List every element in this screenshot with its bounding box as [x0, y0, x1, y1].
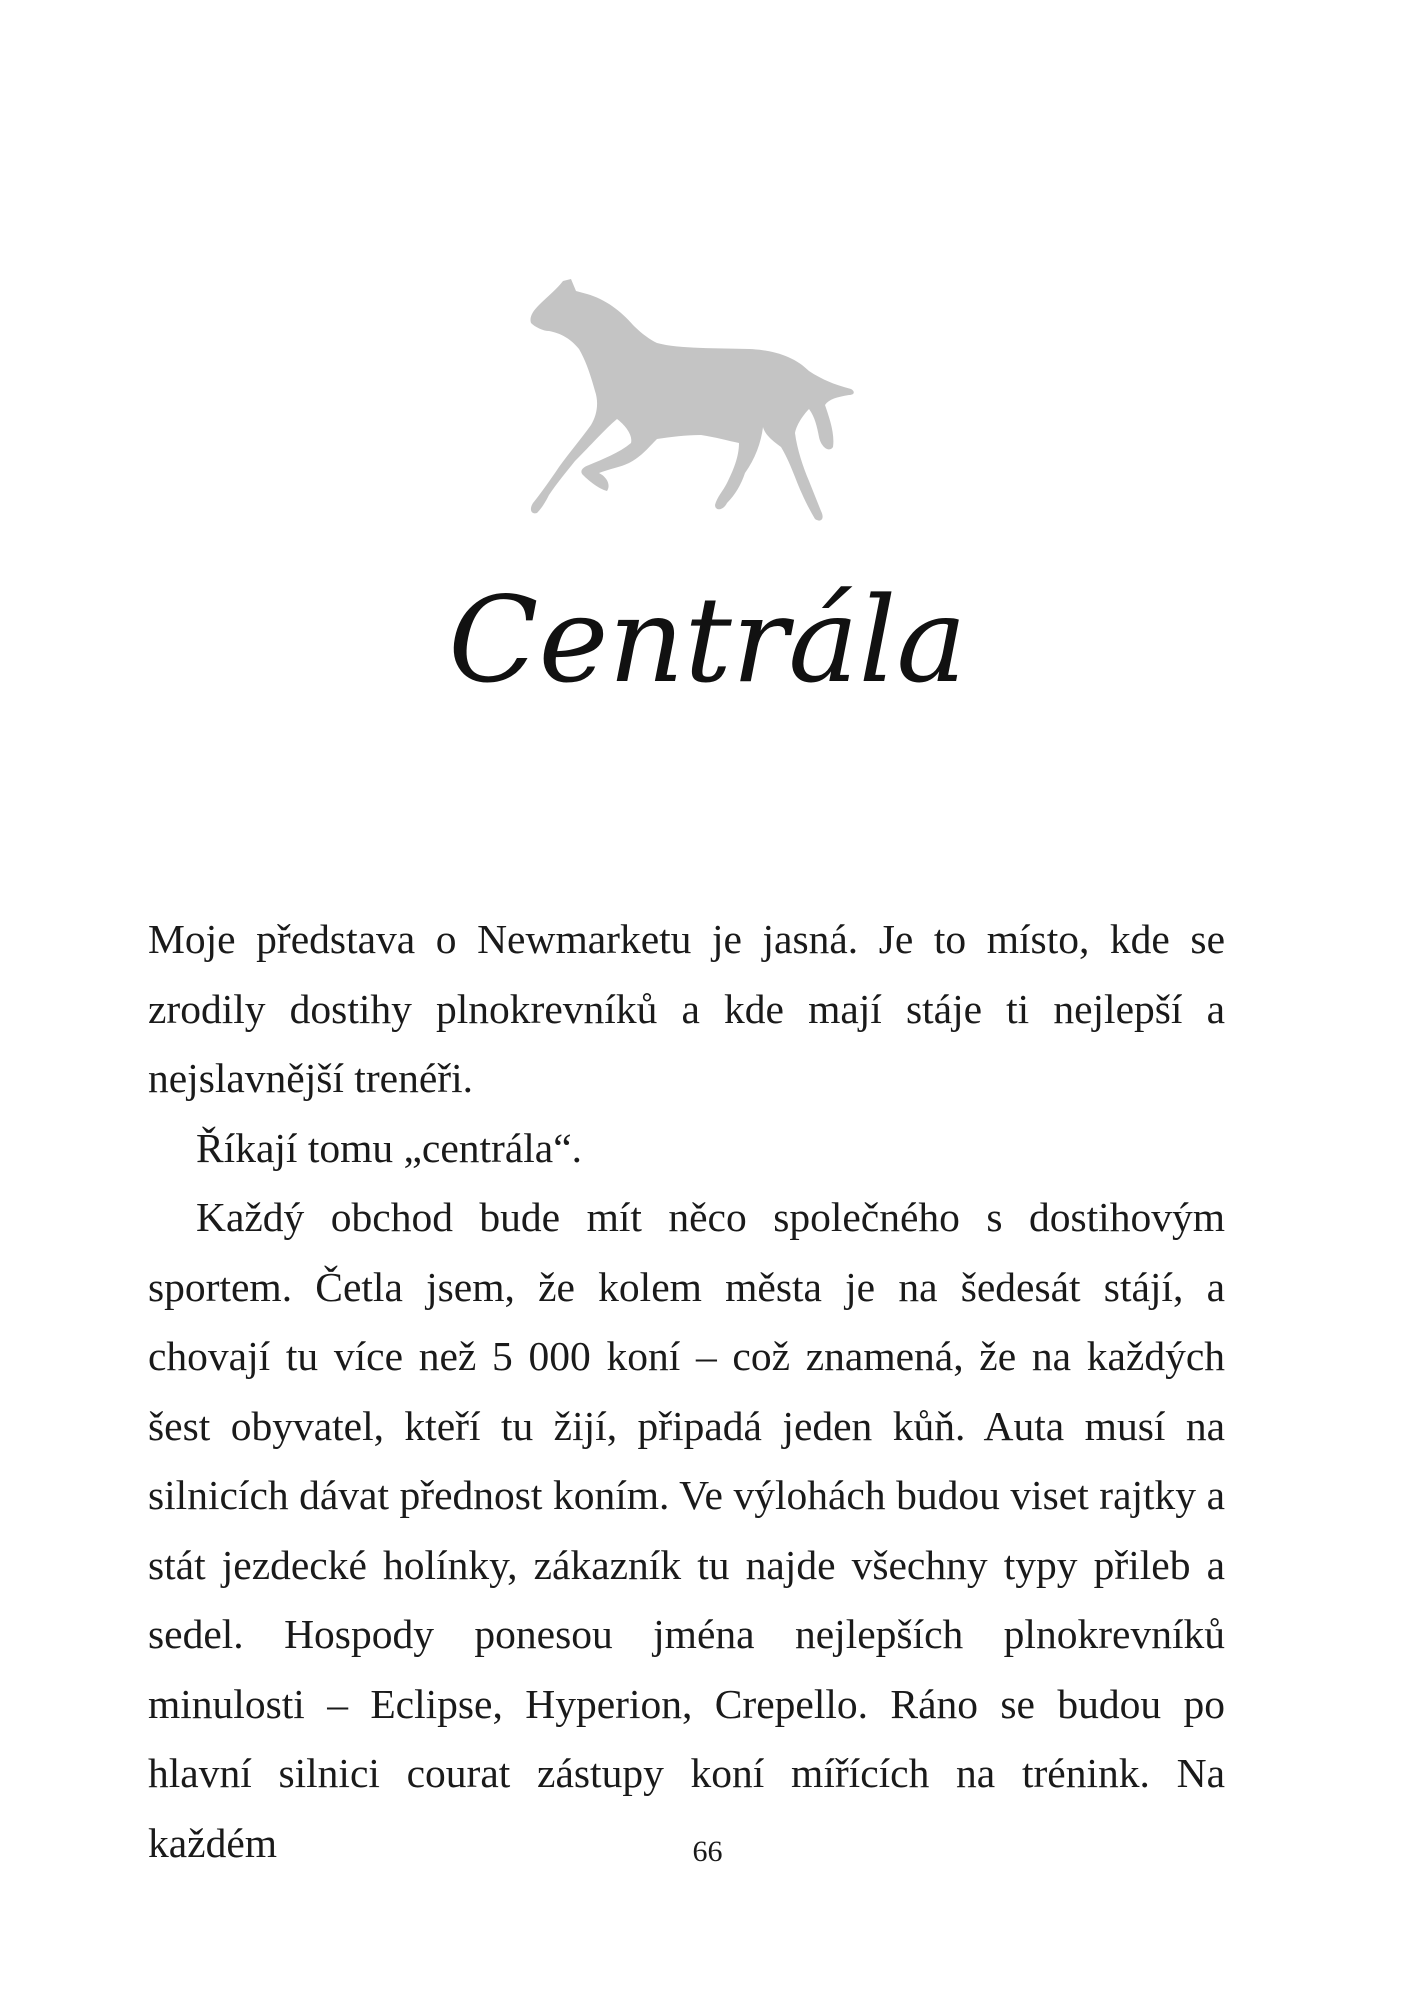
horse-silhouette-icon: [529, 277, 859, 557]
paragraph: Říkají tomu „centrála“.: [196, 1124, 583, 1171]
paragraph: Moje představa o Newmarketu je jasná. Je to místo, kde se zrodily dostihy plnokrevníků a kde mají stáje ti nejlepší a nejslavnější trenéři.: [148, 916, 1225, 1101]
paragraph: Každý obchod bude mít něco společného s dostihovým sportem. Četla jsem, že kolem města je na šedesát stájí, a chovají tu více než 5 000 koní – což znamená, že na každých šest obyvatel, kteří tu žijí, připadá jeden kůň. Auta musí na silnicích dávat přednost koním. Ve výlohách budou viset rajtky a stát jezdecké holínky, zákazník tu najde všechny typy přileb a sedel. Hospody ponesou jména nejlepších plnokrevníků minulosti – Eclipse, Hyperion, Crepello. Ráno se budou po hlavní silnici courat zástupy koní mířících na trénink. Na každém: [148, 1194, 1225, 1866]
chapter-body: [148, 905, 1225, 1878]
chapter-title: Centrála: [448, 571, 967, 709]
page-number: 66: [692, 1835, 723, 1868]
